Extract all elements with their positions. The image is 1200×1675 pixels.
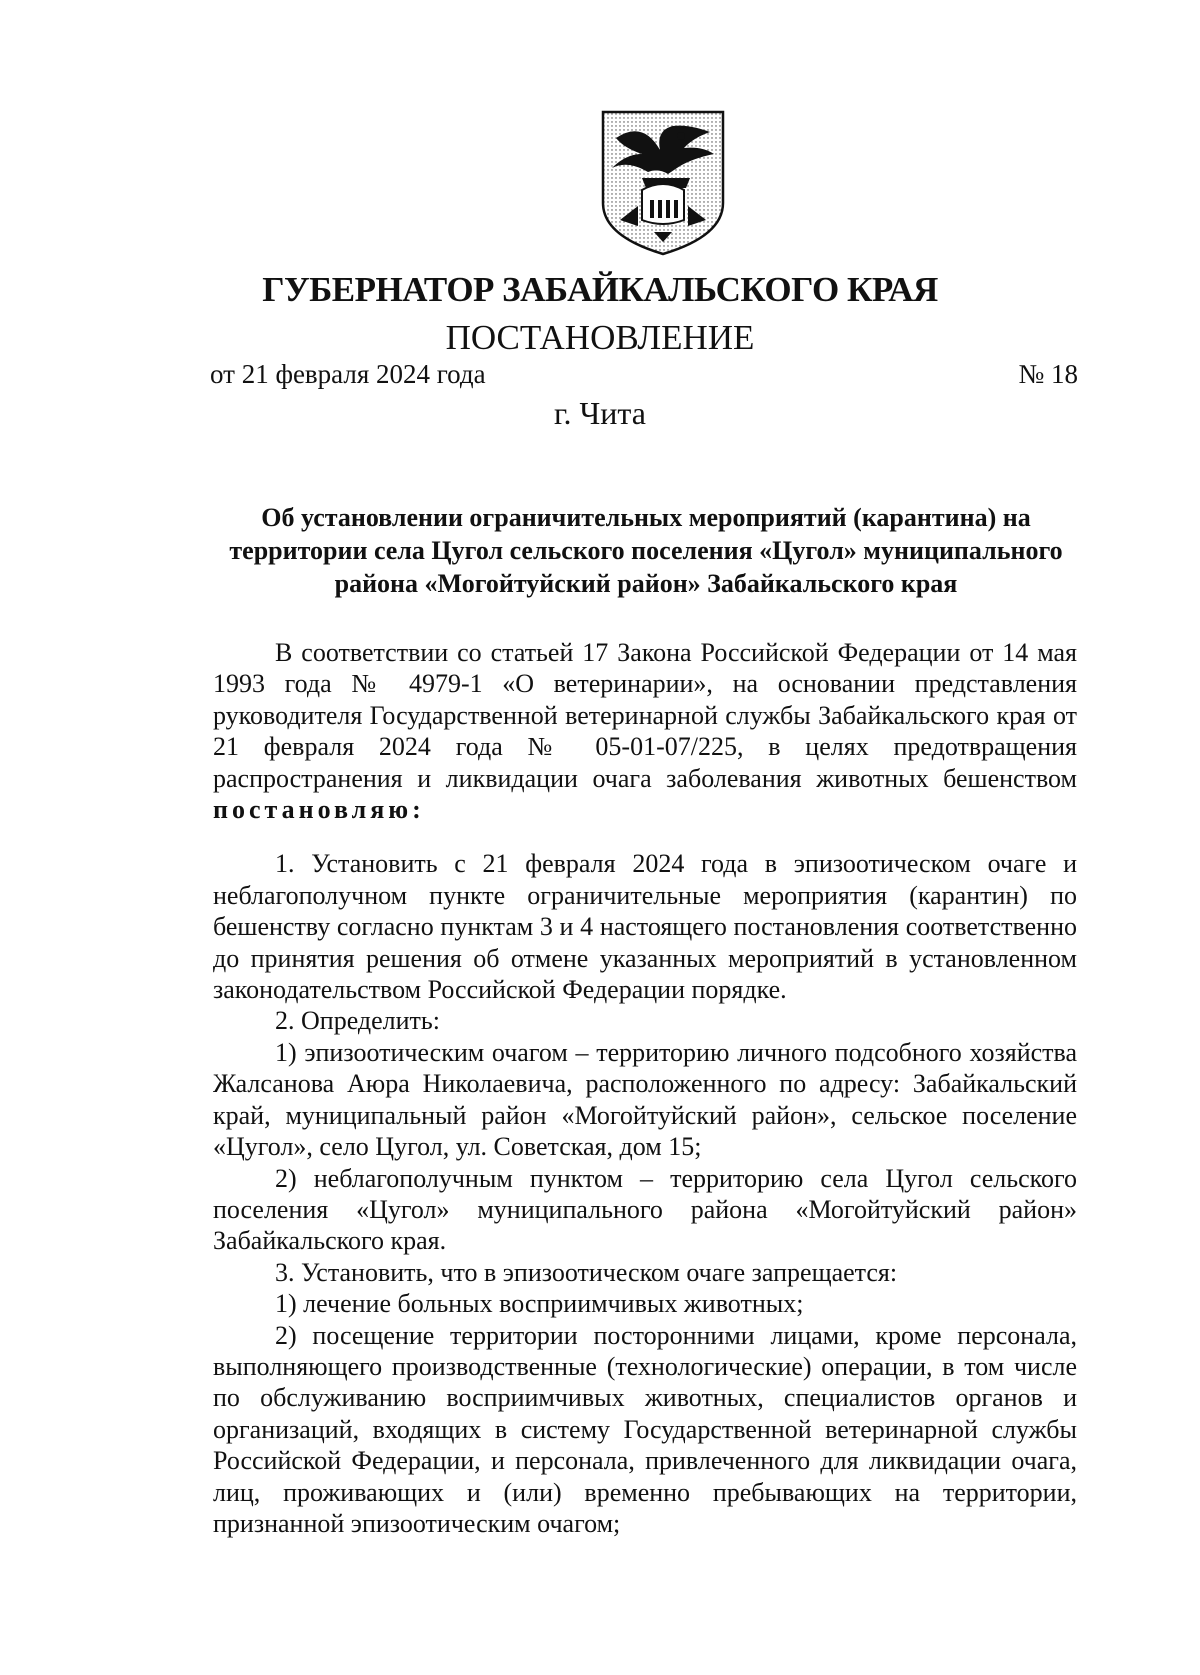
paragraph-2-item-1: 1) эпизоотическим очагом – территорию личного подсобного хозяйства Жалсанова Аюра Николаевича, расположенного по адресу: Забайкальский край, муниципальный район «Могойтуйский район», сельское поселение «Цугол», село Цугол, ул. Советская, дом 15; — [213, 1037, 1077, 1162]
paragraph-3: 3. Установить, что в эпизоотическом очаге запрещается: — [275, 1257, 898, 1287]
issuing-authority: ГУБЕРНАТОР ЗАБАЙКАЛЬСКОГО КРАЯ — [262, 270, 938, 309]
paragraph-3-item-1: 1) лечение больных восприимчивых животных; — [275, 1289, 804, 1319]
document-body — [213, 637, 1077, 1539]
document-subject: Об установлении ограничительных мероприятий (карантина) на территории села Цугол сельского поселения «Цугол» муниципального района «Могойтуйский район» Забайкальского края — [229, 503, 1063, 598]
document-date: от 21 февраля 2024 года — [210, 359, 486, 389]
document-city: г. Чита — [553, 395, 646, 431]
paragraph-1: 1. Установить с 21 февраля 2024 года в эпизоотическом очаге и неблагополучном пункте ограничительные мероприятия (карантин) по бешенству согласно пунктам 3 и 4 настоящего постановления соответственно до принятия решения об отмене указанных мероприятий в установленном законодательством Российской Федерации порядке. — [213, 849, 1077, 1005]
decree-word: постановляю: — [213, 795, 425, 825]
paragraph-3-item-2: 2) посещение территории посторонними лицами, кроме персонала, выполняющего производственные (технологические) операции, в том числе по обслуживанию восприимчивых животных, специалистов органов и организаций, входящих в систему Государственной ветеринарной службы Российской Федерации, и персонала, привлеченного для ликвидации очага, лиц, проживающих и (или) временно пребывающих на территории, признанной эпизоотическим очагом; — [213, 1320, 1077, 1538]
paragraph-2: 2. Определить: — [275, 1006, 440, 1036]
paragraph-gap — [213, 825, 1077, 848]
document-type: ПОСТАНОВЛЕНИЕ — [445, 318, 755, 357]
preamble-paragraph — [213, 637, 1077, 825]
paragraph-2-item-2: 2) неблагополучным пунктом – территорию села Цугол сельского поселения «Цугол» муниципального района «Могойтуйский район» Забайкальского края. — [213, 1163, 1077, 1256]
coat-of-arms-icon — [598, 108, 728, 258]
preamble-text: В соответствии со статьей 17 Закона Российской Федерации от 14 мая 1993 года № 4979-1 «О ветеринарии», на основании представления руководителя Государственной ветеринарной службы Забайкальского края от 21 февраля 2024 года № 05-01-07/225, в целях предотвращения распространения и ликвидации очага заболевания животных бешенством — [213, 638, 1077, 793]
document-number: № 18 — [1018, 359, 1078, 389]
